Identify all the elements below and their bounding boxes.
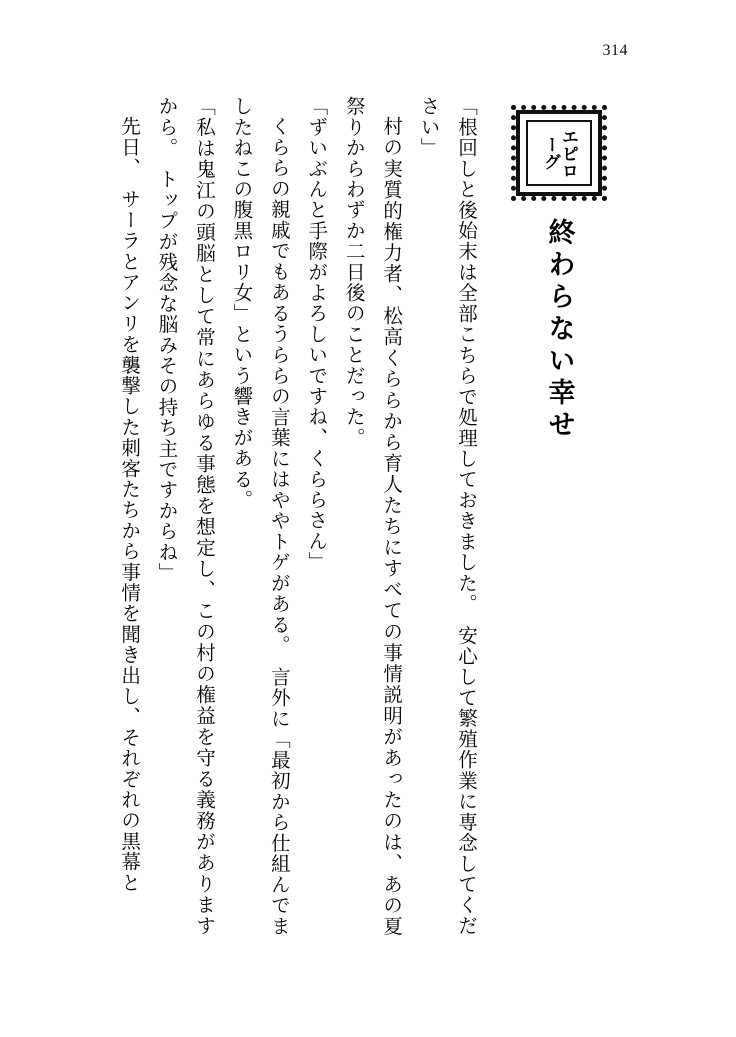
chapter-heading [484, 96, 634, 518]
epilogue-stamp-icon [516, 110, 602, 196]
paragraph: 先日、 サーラとアンリを襲撃した刺客たちから事情を聞き出し、それぞれの黒幕と [118, 115, 140, 893]
paragraph: 「ずいぶんと手際がよろしいですね、くららさん」 [305, 96, 327, 573]
paragraph: くららの親戚でもあるうららの言葉にはややトゲがある。 言外に「最初から仕組んでましたねこの腹黒ロリ女」という響きがある。 [230, 96, 289, 936]
page-body [60, 96, 640, 957]
paragraph: 「私は鬼江の頭脳として常にあらゆる事態を想定し、この村の権益を守る義務がありますから。 トップが残念な脳みその持ち主ですからね」 [155, 96, 214, 937]
paragraph: 村の実質的権力者、松高くららから育人たちにすべての事情説明があったのは、あの夏祭りからわずか二日後のことだった。 [342, 96, 402, 936]
chapter-title: 終わらない幸せ [544, 218, 575, 442]
stamp-inner-frame [526, 120, 592, 186]
stamp-label: エピローグ [541, 127, 578, 179]
body-text [110, 96, 484, 936]
page-number: 314 [602, 42, 628, 59]
paragraph: 「根回しと後始末は全部こちらで処理しておきました。 安心して繁殖作業に専念してください」 [417, 96, 476, 936]
